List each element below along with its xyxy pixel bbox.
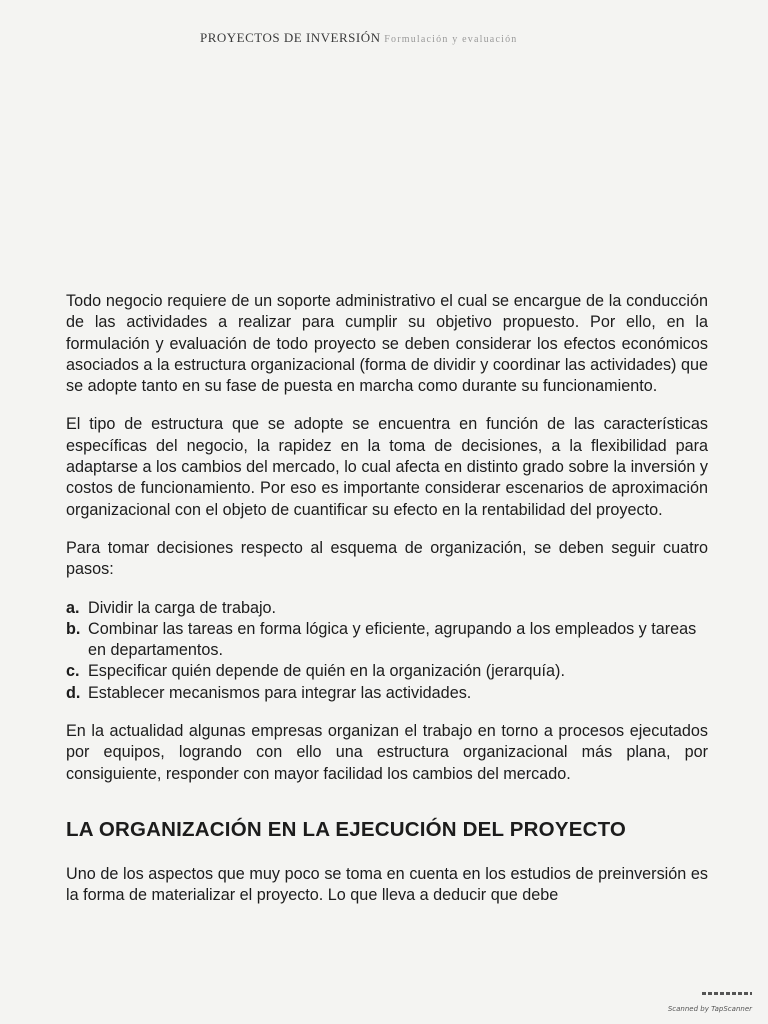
paragraph-intro: Todo negocio requiere de un soporte administrativo el cual se encargue de la conducción de las actividades a realizar para cumplir su objetivo propuesto. Por ello, en la formulación y evaluación de todo proyecto se deben considerar los efectos económicos asociados a la estructura organizacional (forma de dividir y coordinar las actividades) que se adopte tanto en su fase de puesta en marcha como durante su funcionamiento. — [66, 292, 708, 396]
page-body — [66, 291, 708, 924]
list-item-letter: a. — [66, 598, 80, 617]
list-item — [66, 683, 708, 704]
list-item-text: Establecer mecanismos para integrar las actividades. — [88, 683, 472, 702]
scanner-watermark-text: Scanned by TapScanner — [667, 1005, 752, 1013]
scanner-logo-icon — [702, 992, 752, 995]
list-item — [66, 661, 708, 682]
list-item-text: Dividir la carga de trabajo. — [88, 598, 277, 617]
paragraph-section-intro: Uno de los aspectos que muy poco se toma en cuenta en los estudios de preinversión es la forma de materializar el proyecto. Lo que lleva a deducir que debe — [66, 864, 708, 905]
running-subtitle: Formulación y evaluación — [384, 34, 518, 45]
running-title: PROYECTOS DE INVERSIÓN — [200, 30, 381, 45]
list-item-text: Especificar quién depende de quién en la organización (jerarquía). — [88, 662, 565, 681]
paragraph-structure: El tipo de estructura que se adopte se encuentra en función de las características específicas del negocio, la rapidez en la toma de decisiones, a la flexibilidad para adaptarse a los cambios del mercado, lo cual afecta en distinto grado sobre la inversión y costos de funcionamiento. Por eso es importante considerar escenarios de aproximación organizacional con el objeto de cuantificar su efecto en la rentabilidad del proyecto. — [66, 415, 708, 519]
list-item-letter: d. — [66, 683, 81, 702]
scanner-watermark — [668, 992, 752, 1016]
running-header — [200, 30, 700, 46]
list-item-text: Combinar las tareas en forma lógica y eficiente, agrupando a los empleados y tareas en departamentos. — [88, 619, 697, 660]
list-item — [66, 619, 708, 662]
list-item-letter: c. — [66, 662, 80, 681]
section-heading: LA ORGANIZACIÓN EN LA EJECUCIÓN DEL PROYECTO — [66, 817, 627, 841]
paragraph-steps-intro: Para tomar decisiones respecto al esquema de organización, se deben seguir cuatro pasos: — [66, 538, 708, 579]
list-item-letter: b. — [66, 619, 81, 638]
list-item — [66, 598, 708, 619]
paragraph-closing: En la actualidad algunas empresas organizan el trabajo en torno a procesos ejecutados por equipos, logrando con ello una estructura organizacional más plana, por consiguiente, responder con mayor facilidad los cambios del mercado. — [66, 722, 708, 783]
steps-list — [66, 598, 708, 704]
